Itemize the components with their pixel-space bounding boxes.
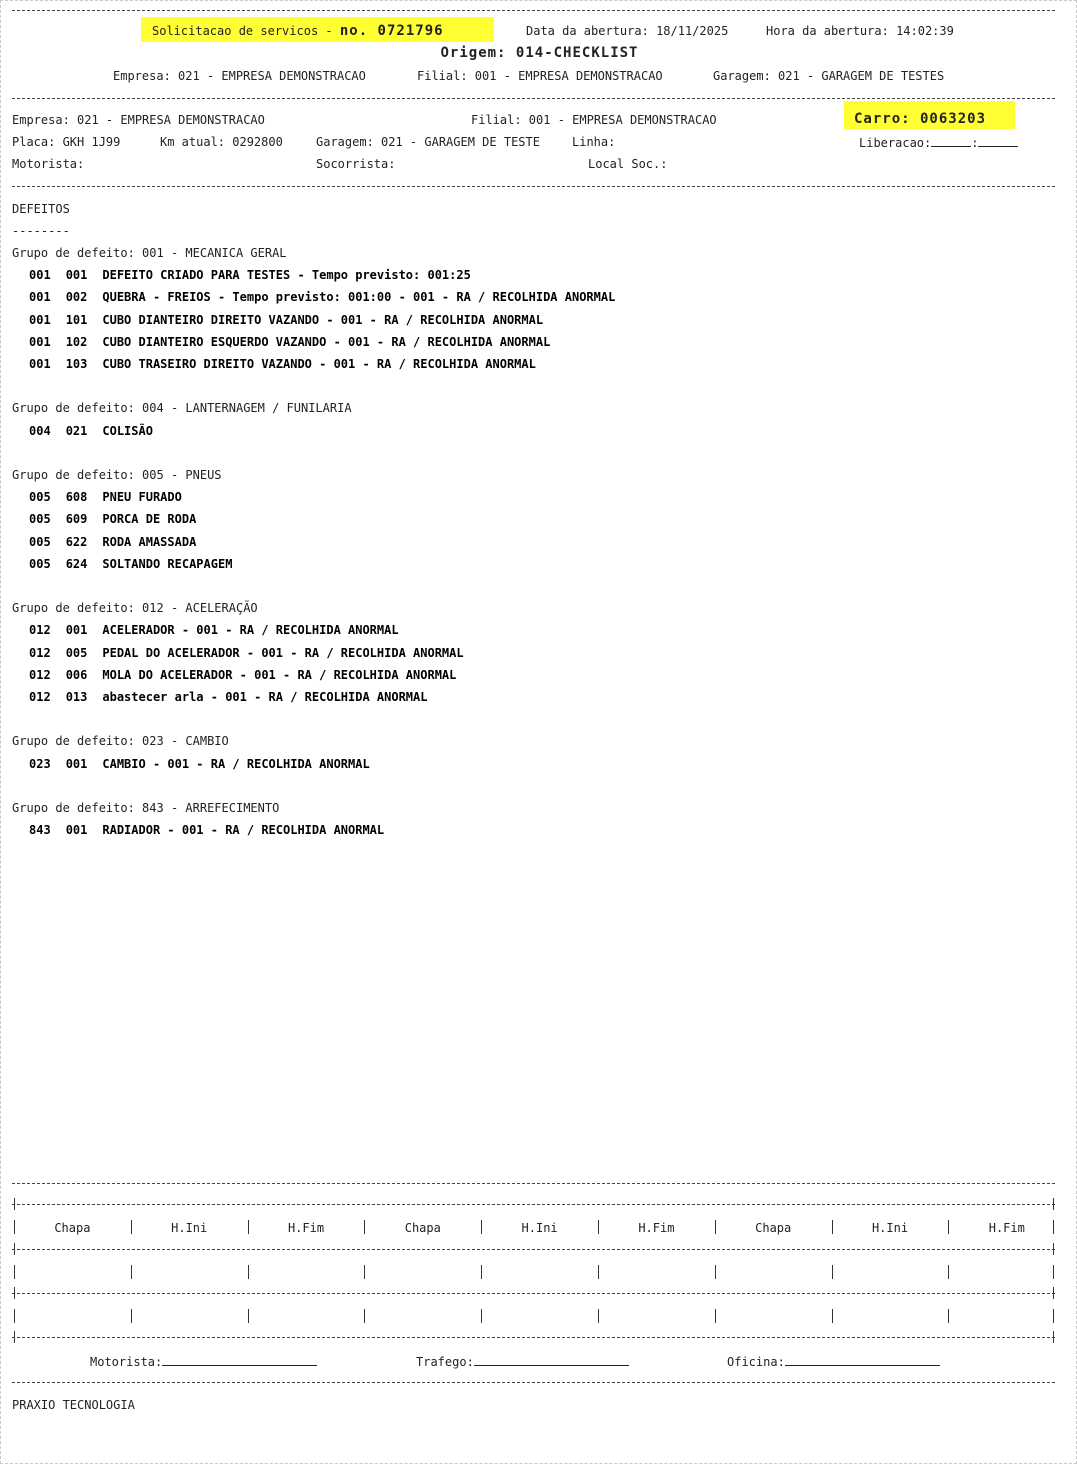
defect-code: 624	[65, 556, 88, 571]
defect-group-label: Grupo de defeito: 001 - MECANICA GERAL	[12, 246, 287, 260]
table-cell-border	[715, 1309, 716, 1323]
separator-line	[12, 1183, 1055, 1184]
defect-group-label: Grupo de defeito: 023 - CAMBIO	[12, 734, 229, 749]
table-cell-border	[14, 1220, 15, 1234]
request-label: Solicitacao de servicos -	[152, 24, 340, 38]
defect-row	[29, 512, 196, 526]
table-cell-border	[364, 1265, 365, 1279]
table-header-cell: Chapa	[404, 1221, 441, 1235]
signature-oficina-line	[785, 1354, 940, 1366]
vehicle-motorista: Motorista:	[12, 157, 85, 171]
defect-group-code: 843	[29, 823, 51, 838]
carro-number: Carro: 0063203	[854, 111, 987, 127]
liberacao-separator: :	[971, 136, 979, 150]
defect-code: 001	[65, 756, 88, 771]
table-edge-border	[1053, 1287, 1054, 1299]
defect-group-code: 012	[29, 645, 51, 660]
defect-group-code: 005	[29, 534, 51, 549]
table-cell-border	[131, 1220, 132, 1234]
table-cell-border	[1053, 1309, 1054, 1323]
defect-group-code: 001	[29, 290, 51, 305]
liberacao-hour-blank	[931, 135, 971, 147]
separator-line	[12, 1382, 1055, 1383]
table-header-cell: Chapa	[54, 1221, 91, 1235]
defect-group-code: 005	[29, 512, 51, 527]
table-cell-border	[364, 1309, 365, 1323]
open-date-value: 18/11/2025	[656, 24, 729, 38]
table-header-cell: H.Ini	[871, 1221, 909, 1235]
defect-group-code: 004	[29, 423, 51, 438]
defect-description: CUBO TRASEIRO DIREITO VAZANDO - 001 - RA / RECOLHIDA ANORMAL	[102, 357, 536, 371]
signature-trafego-line	[474, 1354, 629, 1366]
defect-group-code: 005	[29, 556, 51, 571]
table-cell-border	[131, 1265, 132, 1279]
defect-description: RODA AMASSADA	[102, 534, 197, 549]
defect-code: 001	[65, 268, 88, 283]
liberacao-field	[859, 135, 1018, 150]
table-cell-border	[948, 1265, 949, 1279]
defect-group-code: 012	[29, 690, 51, 704]
table-cell-border	[131, 1309, 132, 1323]
defect-row	[29, 424, 153, 438]
table-edge-border	[14, 1198, 15, 1210]
socorrista: Socorrista:	[316, 157, 396, 171]
signature-motorista	[90, 1354, 317, 1369]
defect-group-label: Grupo de defeito: 005 - PNEUS	[12, 468, 222, 482]
table-header-cell: H.Fim	[988, 1221, 1025, 1235]
defect-group-code: 012	[29, 667, 51, 682]
defect-row	[29, 668, 456, 682]
signature-motorista-line	[162, 1354, 317, 1366]
defect-code: 609	[65, 512, 88, 527]
table-edge-border	[1053, 1331, 1054, 1343]
table-cell-border	[948, 1220, 949, 1234]
signature-trafego	[416, 1354, 629, 1369]
vehicle-garagem: Garagem: 021 - GARAGEM DE TESTE	[316, 135, 540, 149]
defect-row	[29, 290, 615, 304]
signature-oficina-label: Oficina:	[727, 1355, 785, 1369]
open-time	[766, 24, 954, 38]
defect-description: abastecer arla - 001 - RA / RECOLHIDA ANORMAL	[102, 690, 428, 704]
table-cell-border	[481, 1265, 482, 1279]
defect-code: 101	[65, 312, 88, 327]
signature-trafego-label: Trafego:	[416, 1355, 474, 1369]
defect-code: 103	[65, 357, 88, 371]
table-header-cell: H.Ini	[521, 1221, 558, 1235]
table-cell-border	[248, 1265, 249, 1279]
defect-description: ACELERADOR - 001 - RA / RECOLHIDA ANORMAL	[102, 623, 399, 638]
request-line	[152, 24, 444, 38]
defect-row	[29, 335, 550, 349]
linha: Linha:	[572, 135, 616, 149]
open-time-label: Hora da abertura:	[766, 24, 889, 38]
defect-description: PEDAL DO ACELERADOR - 001 - RA / RECOLHIDA ANORMAL	[102, 645, 464, 660]
defect-group-code: 005	[29, 490, 51, 505]
defect-group-code: 001	[29, 268, 51, 283]
defect-group-label: Grupo de defeito: 843 - ARREFECIMENTO	[12, 801, 280, 815]
table-cell-border	[481, 1220, 482, 1234]
defects-title: DEFEITOS	[12, 202, 70, 216]
defect-description: CAMBIO - 001 - RA / RECOLHIDA ANORMAL	[102, 756, 370, 771]
table-edge-border	[1053, 1198, 1054, 1210]
table-cell-border	[598, 1265, 599, 1279]
signature-oficina	[727, 1354, 940, 1369]
separator-line	[12, 10, 1055, 11]
defect-group-code: 001	[29, 312, 51, 327]
defect-group-code: 001	[29, 334, 51, 349]
table-cell-border	[1053, 1265, 1054, 1279]
defect-description: SOLTANDO RECAPAGEM	[102, 556, 233, 571]
liberacao-label: Liberacao:	[859, 136, 932, 150]
table-edge-border	[14, 1331, 15, 1343]
defect-row	[29, 313, 543, 327]
defect-row	[29, 268, 471, 282]
table-cell-border	[598, 1309, 599, 1323]
table-cell-border	[832, 1265, 833, 1279]
table-cell-border	[715, 1220, 716, 1234]
defect-row	[29, 357, 536, 371]
defect-code: 102	[65, 334, 88, 349]
table-cell-border	[14, 1309, 15, 1323]
table-cell-border	[832, 1220, 833, 1234]
open-date-label: Data da abertura:	[526, 24, 649, 38]
table-edge-border	[14, 1287, 15, 1299]
defect-description: CUBO DIANTEIRO DIREITO VAZANDO - 001 - RA / RECOLHIDA ANORMAL	[102, 312, 544, 327]
defect-description: DEFEITO CRIADO PARA TESTES - Tempo previsto: 001:25	[102, 268, 471, 283]
defects-title-underline: --------	[12, 224, 70, 238]
separator-line	[12, 98, 1055, 99]
header-empresa: Empresa: 021 - EMPRESA DEMONSTRACAO	[113, 69, 366, 83]
table-edge-border	[1053, 1243, 1054, 1255]
vehicle-empresa: Empresa: 021 - EMPRESA DEMONSTRACAO	[12, 113, 265, 127]
table-header-cell: H.Fim	[287, 1221, 325, 1235]
defect-group-label: Grupo de defeito: 012 - ACELERAÇÃO	[12, 601, 258, 616]
open-time-value: 14:02:39	[896, 24, 954, 38]
table-header-cell: Chapa	[755, 1221, 792, 1235]
defect-description: PNEU FURADO	[102, 490, 182, 505]
defect-description: CUBO DIANTEIRO ESQUERDO VAZANDO - 001 - RA / RECOLHIDA ANORMAL	[102, 334, 551, 349]
table-rule	[12, 1293, 1055, 1294]
signature-motorista-label: Motorista:	[90, 1355, 163, 1369]
table-cell-border	[948, 1309, 949, 1323]
table-edge-border	[14, 1243, 15, 1255]
defect-code: 001	[65, 623, 88, 638]
defect-description: RADIADOR - 001 - RA / RECOLHIDA ANORMAL	[102, 823, 385, 838]
defect-code: 021	[65, 423, 88, 438]
defect-row	[29, 535, 196, 549]
defect-description: PORCA DE RODA	[102, 512, 197, 527]
placa: Placa: GKH 1J99	[12, 135, 121, 149]
defect-row	[29, 623, 399, 637]
defect-row	[29, 690, 427, 704]
table-header-cell: H.Ini	[171, 1221, 208, 1235]
table-cell-border	[364, 1220, 365, 1234]
table-rule	[12, 1204, 1055, 1205]
defect-code: 608	[65, 490, 88, 505]
defect-row	[29, 490, 182, 504]
table-header-cell: H.Fim	[638, 1221, 675, 1235]
defect-group-code: 023	[29, 756, 51, 771]
defect-code: 622	[65, 534, 88, 549]
defect-row	[29, 823, 384, 837]
header-filial: Filial: 001 - EMPRESA DEMONSTRACAO	[417, 69, 663, 83]
table-cell-border	[14, 1265, 15, 1279]
header-garagem: Garagem: 021 - GARAGEM DE TESTES	[713, 69, 945, 83]
km-atual: Km atual: 0292800	[160, 135, 283, 149]
defect-description: QUEBRA - FREIOS - Tempo previsto: 001:00 - 001 - RA / RECOLHIDA ANORMAL	[102, 290, 616, 305]
defect-group-code: 012	[29, 623, 51, 638]
defect-description: COLISÃO	[102, 423, 153, 438]
defect-description: MOLA DO ACELERADOR - 001 - RA / RECOLHIDA ANORMAL	[102, 667, 457, 682]
table-cell-border	[481, 1309, 482, 1323]
defect-row	[29, 557, 232, 571]
defect-code: 005	[65, 645, 88, 660]
defect-row	[29, 646, 464, 660]
table-rule	[12, 1249, 1055, 1250]
open-date	[526, 24, 728, 38]
defect-code: 001	[65, 823, 88, 838]
local-soc: Local Soc.:	[588, 157, 668, 171]
defect-group-code: 001	[29, 357, 51, 371]
table-cell-border	[832, 1309, 833, 1323]
table-cell-border	[248, 1309, 249, 1323]
defect-code: 002	[65, 290, 88, 305]
separator-line	[12, 186, 1055, 187]
vehicle-filial: Filial: 001 - EMPRESA DEMONSTRACAO	[471, 113, 717, 127]
defect-code: 013	[65, 690, 88, 704]
table-cell-border	[248, 1220, 249, 1234]
table-rule	[12, 1337, 1055, 1338]
table-cell-border	[598, 1220, 599, 1234]
liberacao-minute-blank	[978, 135, 1018, 147]
origin-title: Origem: 014-CHECKLIST	[440, 45, 639, 61]
request-number: no. 0721796	[339, 23, 444, 39]
defect-group-label: Grupo de defeito: 004 - LANTERNAGEM / FUNILARIA	[12, 401, 352, 416]
footer-company: PRAXIO TECNOLOGIA	[12, 1398, 135, 1412]
table-cell-border	[715, 1265, 716, 1279]
defect-row	[29, 757, 370, 771]
defect-code: 006	[65, 667, 88, 682]
